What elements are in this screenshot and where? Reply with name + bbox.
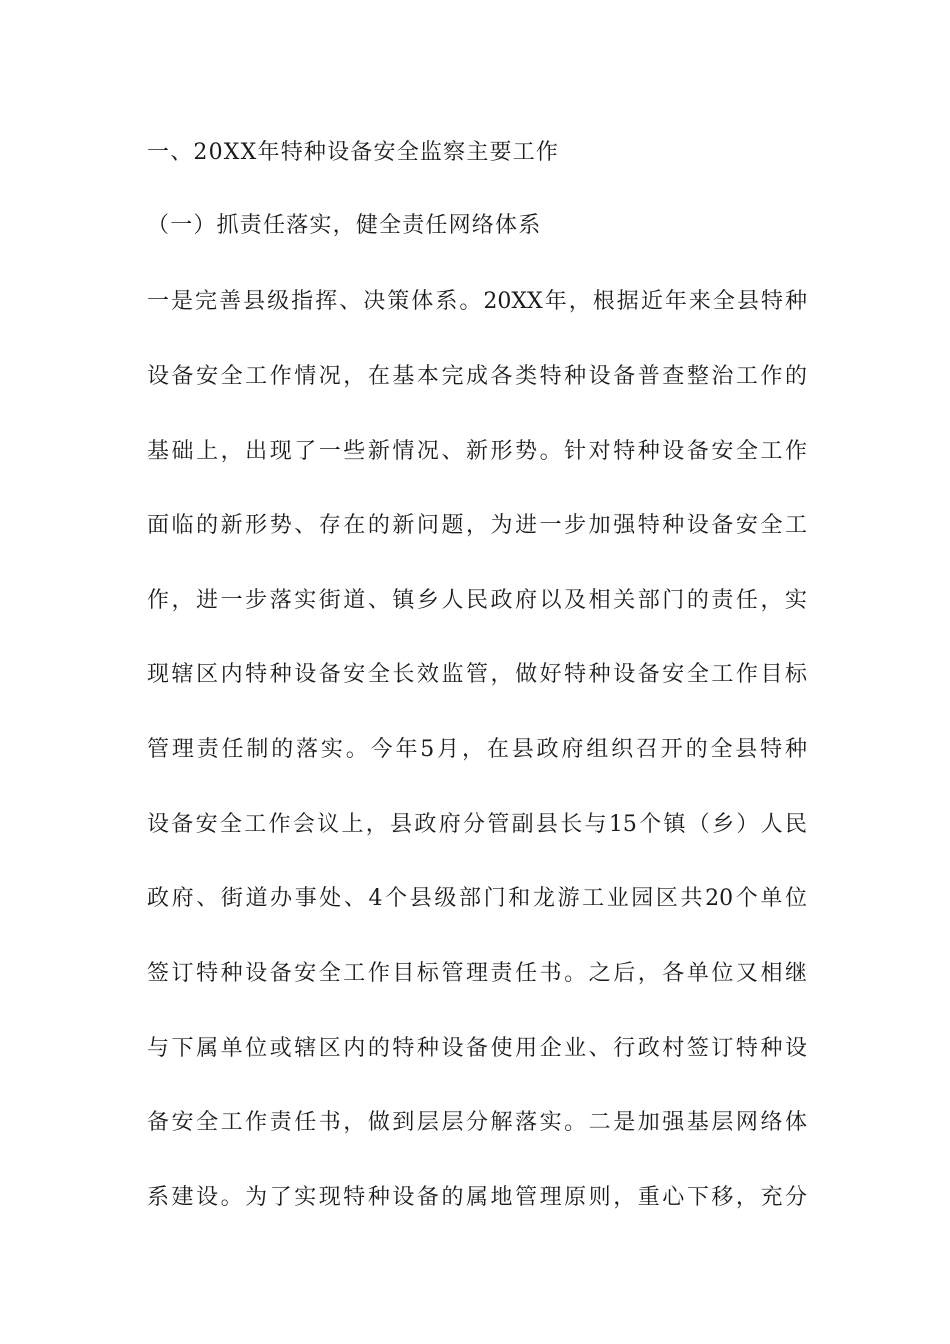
paragraph-line: 面临的新形势、存在的新问题，为进一步加强特种设备安全工 bbox=[147, 513, 807, 538]
paragraph-line: 与下属单位或辖区内的特种设备使用企业、行政村签订特种设 bbox=[147, 1036, 807, 1061]
section-heading: 一、20XX年特种设备安全监察主要工作 bbox=[147, 140, 560, 165]
paragraph-line: 备安全工作责任书，做到层层分解落实。二是加强基层网络体 bbox=[147, 1110, 807, 1135]
paragraph-line: 设备安全工作情况，在基本完成各类特种设备普查整治工作的 bbox=[147, 364, 807, 389]
paragraph-line: 签订特种设备安全工作目标管理责任书。之后，各单位又相继 bbox=[147, 961, 807, 986]
paragraph-line: 管理责任制的落实。今年5月，在县政府组织召开的全县特种 bbox=[147, 737, 807, 762]
paragraph-line: 现辖区内特种设备安全长效监管，做好特种设备安全工作目标 bbox=[147, 662, 807, 687]
paragraph-line: 设备安全工作会议上，县政府分管副县长与15个镇（乡）人民 bbox=[147, 812, 807, 837]
paragraph-line: 一是完善县级指挥、决策体系。20XX年，根据近年来全县特种 bbox=[147, 289, 807, 314]
paragraph-line: 政府、街道办事处、4个县级部门和龙游工业园区共20个单位 bbox=[147, 886, 807, 911]
paragraph-line: 系建设。为了实现特种设备的属地管理原则，重心下移，充分 bbox=[147, 1185, 807, 1210]
paragraph-line: 基础上，出现了一些新情况、新形势。针对特种设备安全工作 bbox=[147, 439, 807, 464]
paragraph-line: 作，进一步落实街道、镇乡人民政府以及相关部门的责任，实 bbox=[147, 588, 807, 613]
subsection-heading: （一）抓责任落实，健全责任网络体系 bbox=[147, 213, 542, 238]
